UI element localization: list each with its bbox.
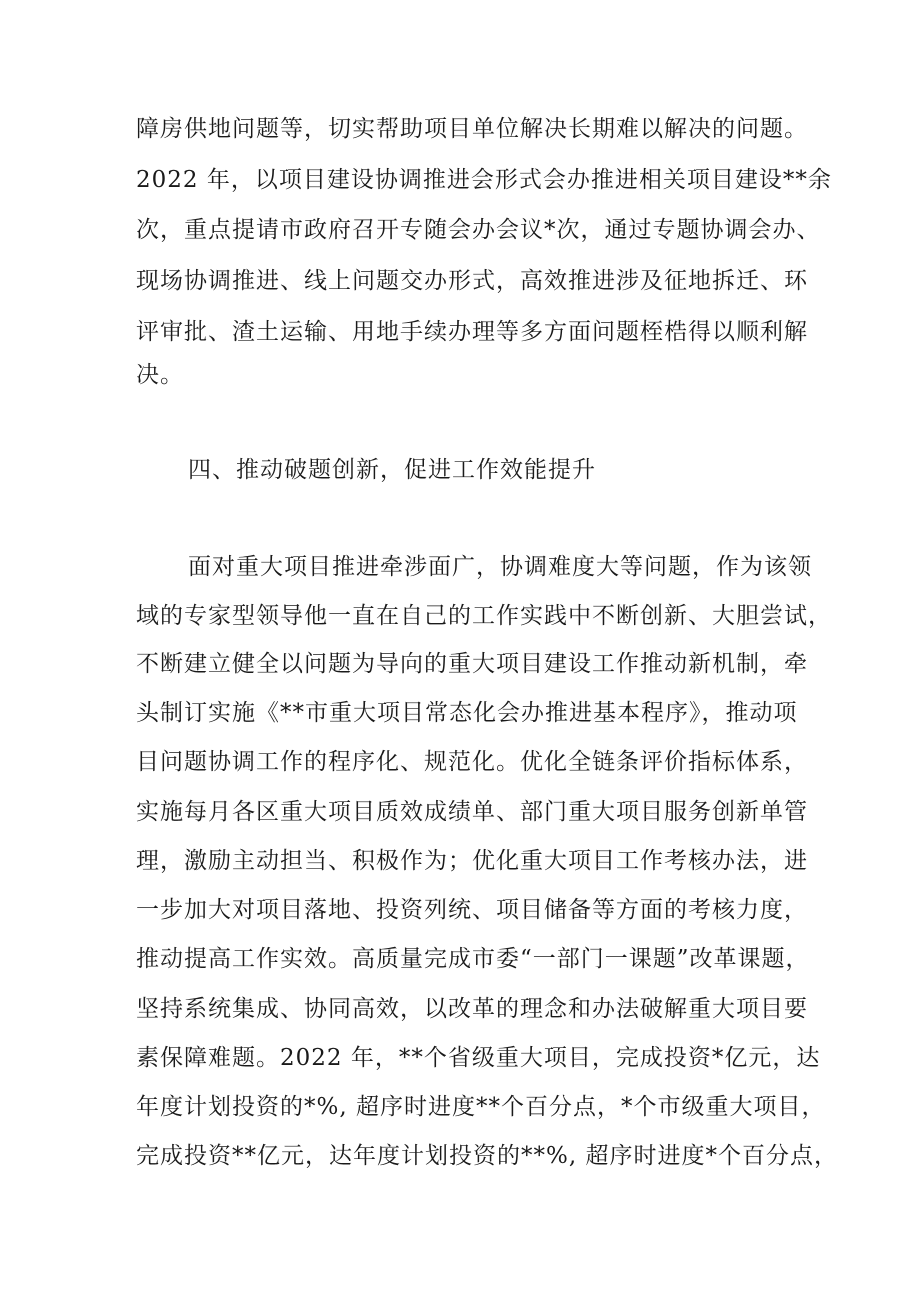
paragraph2-line-8: 一步加大对项目落地、投资列统、项目储备等方面的考核力度， xyxy=(136,897,808,923)
paragraph1-line-3: 次，重点提请市政府召开专随会办会议*次，通过专题协调会办、 xyxy=(136,217,821,243)
paragraph1-line-2: 2022 年，以项目建设协调推进会形式会办推进相关项目建设**余 xyxy=(136,167,832,193)
section-heading: 四、推动破题创新，促进工作效能提升 xyxy=(188,457,596,483)
paragraph2-line-7: 理，激励主动担当、积极作为；优化重大项目工作考核办法，进 xyxy=(136,848,808,874)
paragraph2-line-9: 推动提高工作实效。高质量完成市委“一部门一课题”改革课题， xyxy=(136,946,810,972)
paragraph2-line-13: 完成投资**亿元，达年度计划投资的**%, 超序时进度*个百分点， xyxy=(136,1143,838,1169)
paragraph1-line-1: 障房供地问题等，切实帮助项目单位解决长期难以解决的问题。 xyxy=(136,116,808,142)
paragraph2-line-2: 域的专家型领导他一直在自己的工作实践中不断创新、大胆尝试， xyxy=(136,603,832,629)
paragraph1-line-5: 评审批、渣土运输、用地手续办理等多方面问题桎梏得以顺利解 xyxy=(136,319,808,345)
paragraph2-line-6: 实施每月各区重大项目质效成绩单、部门重大项目服务创新单管 xyxy=(136,799,808,825)
paragraph2-line-1: 面对重大项目推进牵涉面广，协调难度大等问题，作为该领 xyxy=(188,554,812,580)
paragraph1-line-6: 决。 xyxy=(136,362,184,388)
paragraph2-line-11: 素保障难题。2022 年，**个省级重大项目，完成投资*亿元，达 xyxy=(136,1045,821,1071)
paragraph2-line-12: 年度计划投资的*%, 超序时进度**个百分点，*个市级重大项目， xyxy=(136,1094,826,1120)
paragraph2-line-3: 不断建立健全以问题为导向的重大项目建设工作推动新机制，牵 xyxy=(136,651,808,677)
paragraph2-line-4: 头制订实施《**市重大项目常态化会办推进基本程序》，推动项 xyxy=(136,700,798,726)
paragraph2-line-10: 坚持系统集成、协同高效，以改革的理念和办法破解重大项目要 xyxy=(136,996,808,1022)
paragraph1-line-4: 现场协调推进、线上问题交办形式，高效推进涉及征地拆迁、环 xyxy=(136,268,808,294)
paragraph2-line-5: 目问题协调工作的程序化、规范化。优化全链条评价指标体系， xyxy=(136,749,808,775)
